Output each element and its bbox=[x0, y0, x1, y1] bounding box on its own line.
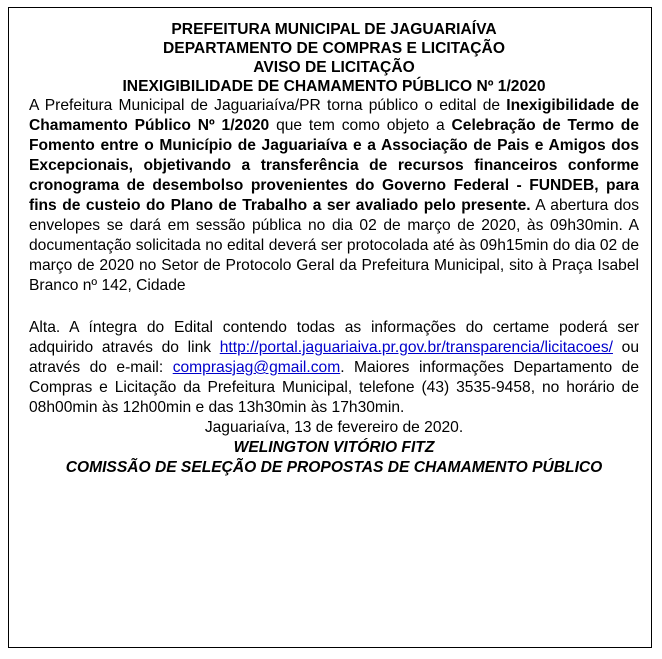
notice-content bbox=[29, 20, 639, 478]
notice-frame bbox=[8, 7, 652, 648]
p1-title: Inexigibilidade de Chamamento Público Nº 1/2020 bbox=[29, 97, 639, 134]
p2-alta: Alta bbox=[29, 319, 56, 336]
p1-intro: A Prefeitura Municipal de Jaguariaíva/PR torna público o edital de bbox=[29, 97, 507, 114]
header-line-1: PREFEITURA MUNICIPAL DE JAGUARIAÍVA bbox=[171, 21, 497, 38]
p1-object-intro: que tem como objeto a bbox=[269, 117, 452, 134]
p1-session: A abertura dos envelopes se dará em sessão pública no dia 02 de março de 2020, às 09h30min. A documentação solicitada no edital deverá ser protocolada até às 09h15min do dia 02 de março de 2020 no Setor de Protocolo Geral da Prefeitura Municipal, sito à Praça Isabel Branco nº 142, Cidade bbox=[29, 197, 639, 294]
header-line-2: DEPARTAMENTO DE COMPRAS E LICITAÇÃO bbox=[163, 40, 505, 57]
p2-email-intro: ou através do e-mail: bbox=[29, 339, 639, 376]
paragraph-2 bbox=[29, 318, 639, 418]
paragraph-1 bbox=[29, 96, 639, 296]
header-line-4: INEXIGIBILIDADE DE CHAMAMENTO PÚBLICO Nº 1/2020 bbox=[122, 78, 546, 95]
p2-text: . A íntegra do Edital contendo todas as informações do certame poderá ser adquirido através do link bbox=[29, 319, 639, 356]
paragraph-gap bbox=[29, 296, 639, 318]
p2-info: . Maiores informações Departamento de Compras e Licitação da Prefeitura Municipal, telefone (43) 3535-9458, no horário de 08h00min às 12h00min e das 13h30min às 17h30min. bbox=[29, 359, 639, 416]
p1-object: Celebração de Termo de Fomento entre o Município de Jaguariaíva e a Associação de Pais e Amigos dos Excepcionais, objetivando a transferência de recursos financeiros conforme cronograma de desembolso provenientes do Governo Federal - FUNDEB, para fins de custeio do Plano de Trabalho a ser avaliado pelo presente. bbox=[29, 117, 639, 214]
header-line-3: AVISO DE LICITAÇÃO bbox=[253, 59, 415, 76]
edital-link[interactable]: http://portal.jaguariaiva.pr.gov.br/transparencia/licitacoes/ bbox=[219, 339, 613, 356]
email-link[interactable]: comprasjag@gmail.com bbox=[172, 359, 341, 376]
date-line: Jaguariaíva, 13 de fevereiro de 2020. bbox=[204, 419, 464, 436]
signer-name: WELINGTON VITÓRIO FITZ bbox=[233, 439, 435, 456]
commission-name: COMISSÃO DE SELEÇÃO DE PROPOSTAS DE CHAMAMENTO PÚBLICO bbox=[65, 459, 603, 476]
